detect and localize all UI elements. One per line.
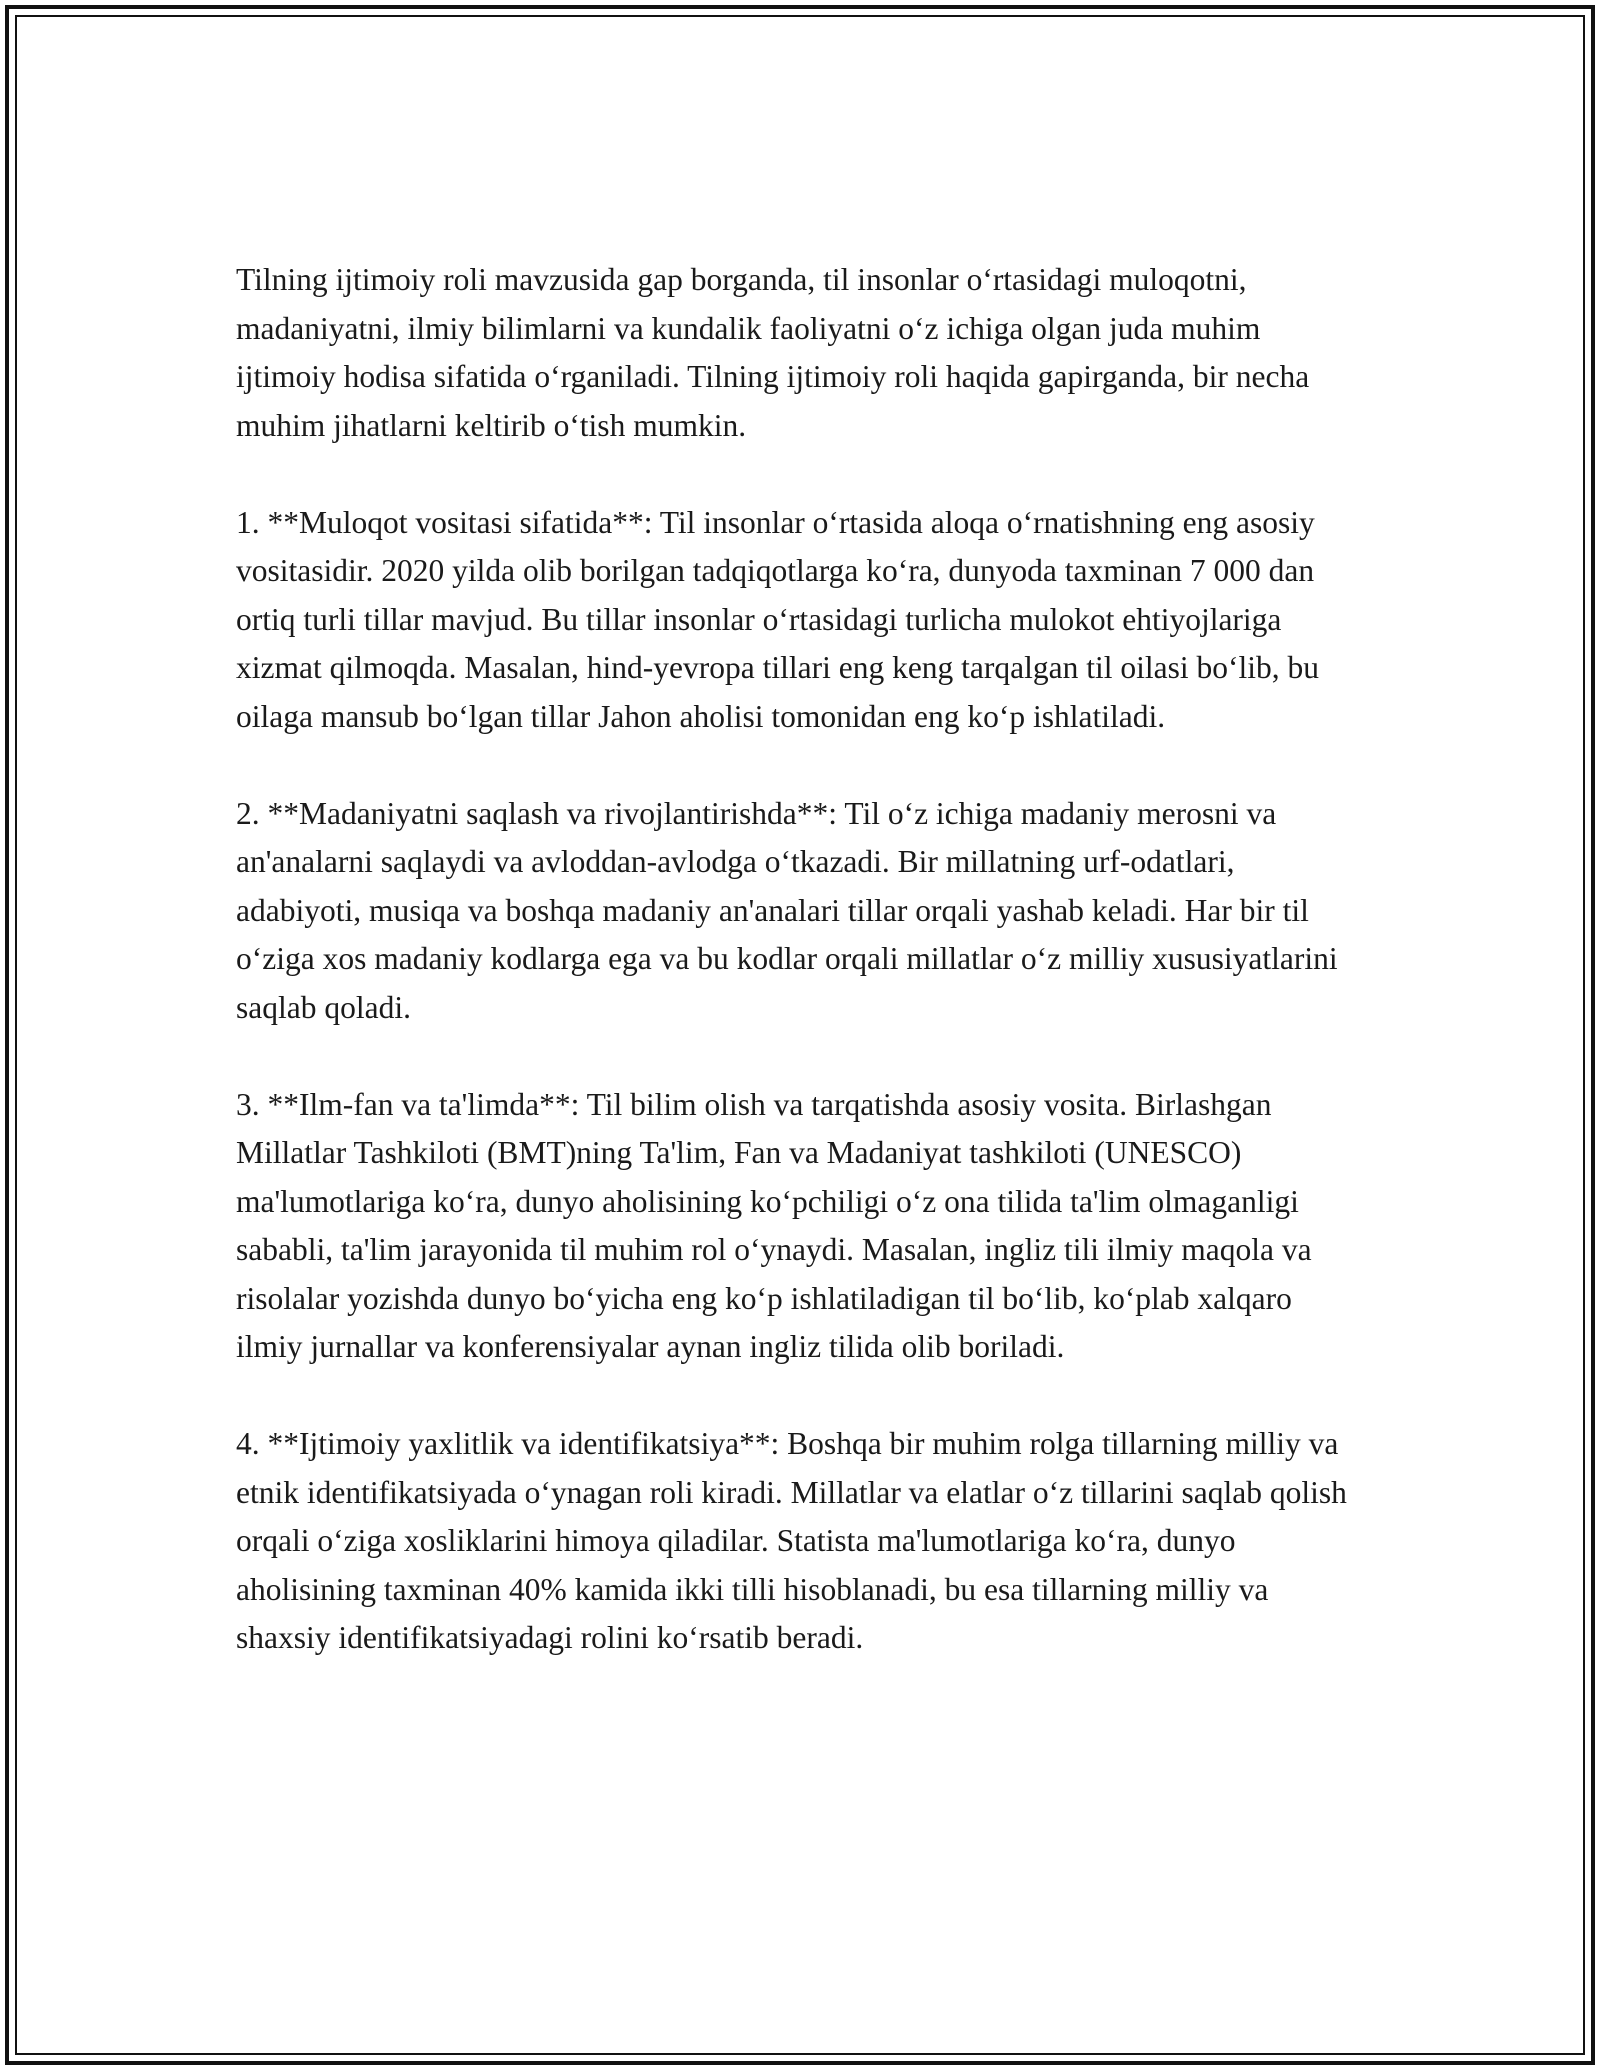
document-body bbox=[236, 256, 1366, 1711]
paragraph-science-education: 3. **Ilm-fan va ta'limda**: Til bilim olish va tarqatishda asosiy vosita. Birlashgan Millatlar Tashkiloti (BMT)ning Ta'lim, Fan va Madaniyat tashkiloti (UNESCO) ma'lumotlariga ko‘ra, dunyo aholisining ko‘pchiligi o‘z ona tilida ta'lim olmaganligi sababli, ta'lim jarayonida til muhim rol o‘ynaydi. Masalan, ingliz tili ilmiy maqola va risolalar yozishda dunyo bo‘yicha eng ko‘p ishlatiladigan til bo‘lib, ko‘plab xalqaro ilmiy jurnallar va konferensiyalar aynan ingliz tilida olib boriladi. bbox=[236, 1086, 1312, 1364]
paragraph-communication: 1. **Muloqot vositasi sifatida**: Til insonlar o‘rtasida aloqa o‘rnatishning eng asosiy vositasidir. 2020 yilda olib borilgan tadqiqotlarga ko‘ra, dunyoda taxminan 7 000 dan ortiq turli tillar mavjud. Bu tillar insonlar o‘rtasidagi turlicha mulokot ehtiyojlariga xizmat qilmoqda. Masalan, hind-yevropa tillari eng keng tarqalgan til oilasi bo‘lib, bu oilaga mansub bo‘lgan tillar Jahon aholisi tomonidan eng ko‘p ishlatiladi. bbox=[236, 504, 1319, 734]
paragraph-culture: 2. **Madaniyatni saqlash va rivojlantirishda**: Til o‘z ichiga madaniy merosni va an'analarni saqlaydi va avloddan-avlodga o‘tkazadi. Bir millatning urf-odatlari, adabiyoti, musiqa va boshqa madaniy an'analari tillar orqali yashab keladi. Har bir til o‘ziga xos madaniy kodlarga ega va bu kodlar orqali millatlar o‘z milliy xususiyatlarini saqlab qoladi. bbox=[236, 795, 1338, 1025]
intro-paragraph: Tilning ijtimoiy roli mavzusida gap borganda, til insonlar o‘rtasidagi muloqotni, madaniyatni, ilmiy bilimlarni va kundalik faoliyatni o‘z ichiga olgan juda muhim ijtimoiy hodisa sifatida o‘rganiladi. Tilning ijtimoiy roli haqida gapirganda, bir necha muhim jihatlarni keltirib o‘tish mumkin. bbox=[236, 262, 1310, 443]
paragraph-identity: 4. **Ijtimoiy yaxlitlik va identifikatsiya**: Boshqa bir muhim rolga tillarning milliy va etnik identifikatsiyada o‘ynagan roli kiradi. Millatlar va elatlar o‘z tillarini saqlab qolish orqali o‘ziga xosliklarini himoya qiladilar. Statista ma'lumotlariga ko‘ra, dunyo aholisining taxminan 40% kamida ikki tilli hisoblanadi, bu esa tillarning milliy va shaxsiy identifikatsiyadagi rolini ko‘rsatib beradi. bbox=[236, 1426, 1347, 1655]
